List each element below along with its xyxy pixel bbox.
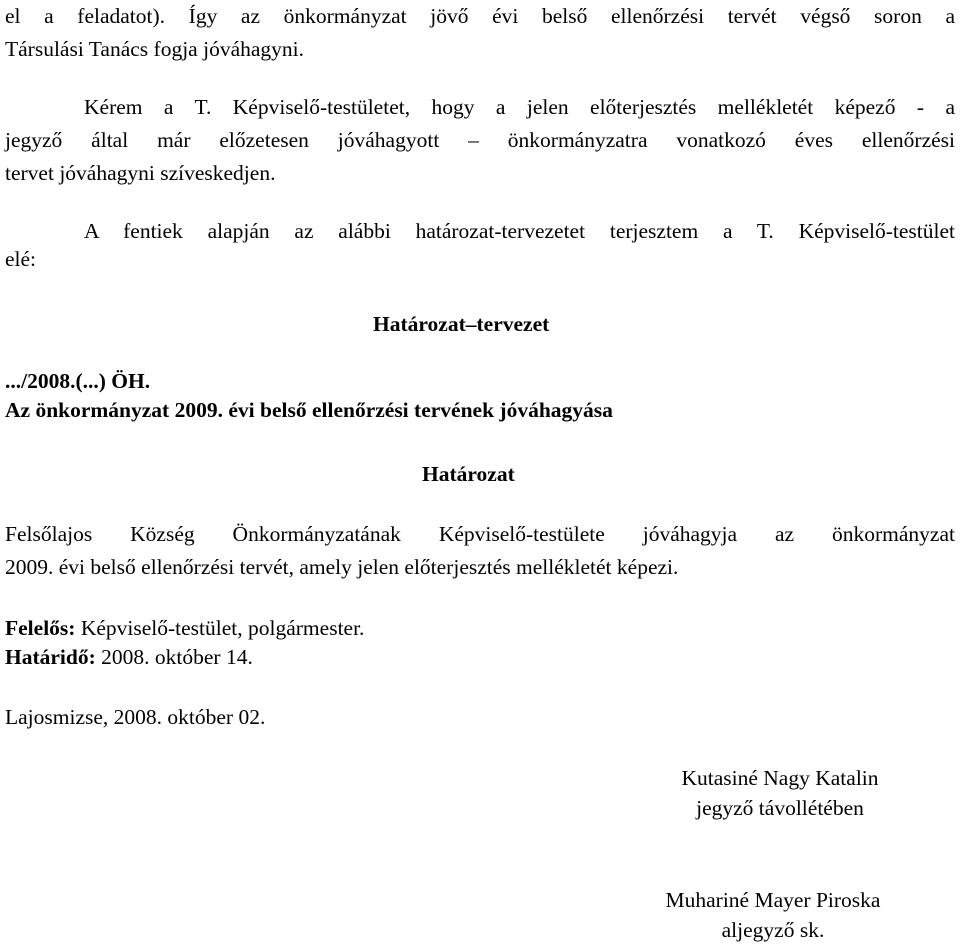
paragraph-1-line-2: Társulási Tanács fogja jóváhagyni.: [5, 37, 305, 61]
responsible-value: Képviselő-testület, polgármester.: [75, 616, 365, 640]
responsible-label: Felelős:: [5, 616, 76, 640]
responsible-line: [5, 616, 364, 642]
paragraph-1-line-1: el a feladatot). Így az önkormányzat jövő évi belső ellenőrzési tervét végső soron a: [5, 4, 955, 28]
resolution-heading: Határozat: [422, 462, 515, 486]
paragraph-3-line-2: elé:: [5, 247, 37, 271]
place-date: Lajosmizse, 2008. október 02.: [5, 705, 266, 729]
draft-title: Határozat–tervezet: [373, 312, 550, 336]
signature-2-title: aljegyző sk.: [721, 918, 825, 942]
deadline-line: [5, 645, 253, 671]
signature-1-title: jegyző távollétében: [696, 796, 864, 820]
paragraph-3-line-1: A fentiek alapján az alábbi határozat-tervezetet terjesztem a T. Képviselő-testület: [84, 219, 955, 243]
signature-1-name: Kutasiné Nagy Katalin: [681, 766, 879, 790]
resolution-text-line-2: 2009. évi belső ellenőrzési tervét, amely jelen előterjesztés mellékletét képezi.: [5, 555, 679, 579]
resolution-text-line-1: Felsőlajos Község Önkormányzatának Képviselő-testülete jóváhagyja az önkormányzat: [5, 522, 955, 546]
paragraph-2-line-1: Kérem a T. Képviselő-testületet, hogy a jelen előterjesztés mellékletét képező - a: [84, 95, 955, 119]
deadline-value: 2008. október 14.: [95, 645, 253, 669]
paragraph-2-line-3: tervet jóváhagyni szíveskedjen.: [5, 161, 276, 185]
paragraph-2-line-2: jegyző által már előzetesen jóváhagyott – önkormányzatra vonatkozó éves ellenőrzési: [5, 128, 955, 152]
signature-2-name: Muhariné Mayer Piroska: [665, 888, 881, 912]
resolution-number: .../2008.(...) ÖH.: [5, 369, 151, 393]
resolution-subject: Az önkormányzat 2009. évi belső ellenőrzési tervének jóváhagyása: [5, 398, 613, 422]
deadline-label: Határidő:: [5, 645, 96, 669]
